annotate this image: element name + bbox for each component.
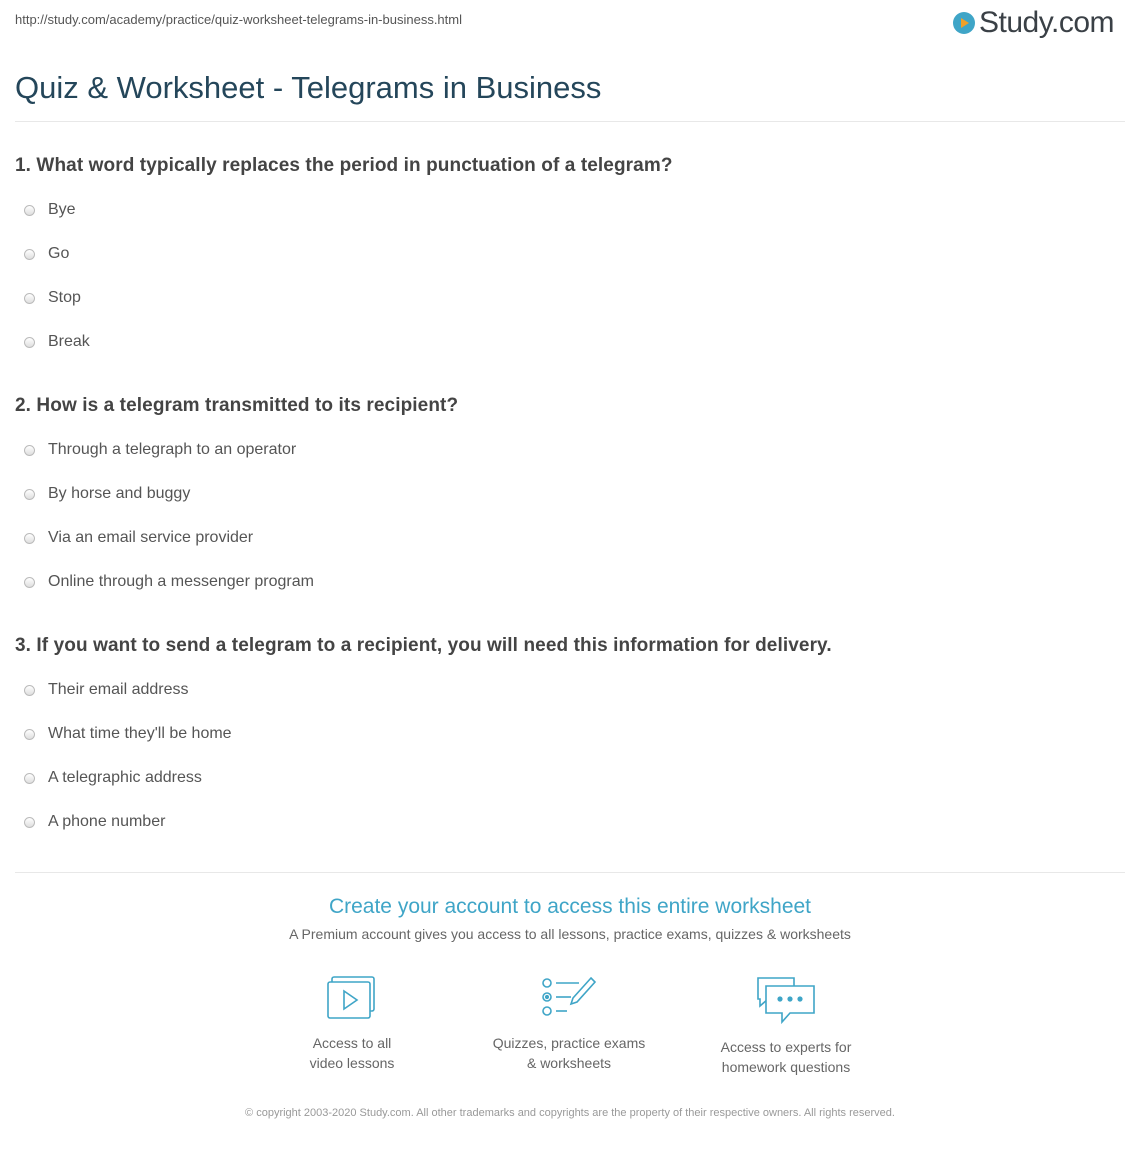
option-label: Online through a messenger program xyxy=(48,573,314,590)
question-text: 1. What word typically replaces the period in punctuation of a telegram? xyxy=(15,155,673,176)
radio-button[interactable] xyxy=(24,577,35,588)
answer-option[interactable] xyxy=(24,331,90,353)
answer-option[interactable] xyxy=(24,483,190,505)
question-text: 3. If you want to send a telegram to a recipient, you will need this information for delivery. xyxy=(15,635,832,656)
radio-button[interactable] xyxy=(24,773,35,784)
feature-quizzes xyxy=(469,975,669,1073)
answer-option[interactable] xyxy=(24,287,81,309)
radio-button[interactable] xyxy=(24,685,35,696)
option-label: Bye xyxy=(48,201,76,218)
answer-option[interactable] xyxy=(24,811,165,833)
question-2 xyxy=(15,395,1125,590)
option-label: Through a telegraph to an operator xyxy=(48,441,297,458)
create-account-link[interactable]: Create your account to access this entire worksheet xyxy=(328,895,812,918)
feature-video-lessons xyxy=(252,975,452,1073)
question-1 xyxy=(15,155,1125,350)
radio-button[interactable] xyxy=(24,205,35,216)
answer-option[interactable] xyxy=(24,439,296,461)
chat-experts-icon xyxy=(754,975,818,1025)
option-label: Go xyxy=(48,245,70,262)
radio-button[interactable] xyxy=(24,489,35,500)
study-logo[interactable] xyxy=(952,6,1114,40)
answer-option[interactable] xyxy=(24,679,189,701)
option-label: Via an email service provider xyxy=(48,529,254,546)
radio-button[interactable] xyxy=(24,337,35,348)
copyright-footer: © copyright 2003-2020 Study.com. All other trademarks and copyrights are the property of their respective owners. All rights reserved. xyxy=(245,1107,895,1119)
top-bar xyxy=(0,0,1140,50)
feature-label: Access to experts for homework questions xyxy=(720,1039,852,1075)
answer-option[interactable] xyxy=(24,527,253,549)
feature-label: Quizzes, practice exams & worksheets xyxy=(492,1035,646,1071)
video-lessons-icon xyxy=(326,975,378,1021)
option-label: A phone number xyxy=(48,813,166,830)
answer-option[interactable] xyxy=(24,243,69,265)
question-3 xyxy=(15,635,1125,830)
option-label: A telegraphic address xyxy=(48,769,202,786)
option-label: Stop xyxy=(48,289,81,306)
play-circle-icon xyxy=(952,11,976,35)
answer-option[interactable] xyxy=(24,571,314,593)
option-label: Their email address xyxy=(48,681,189,698)
radio-button[interactable] xyxy=(24,533,35,544)
option-label: What time they'll be home xyxy=(48,725,232,742)
option-label: By horse and buggy xyxy=(48,485,191,502)
answer-option[interactable] xyxy=(24,723,232,745)
quiz-checklist-icon xyxy=(541,975,597,1021)
radio-button[interactable] xyxy=(24,445,35,456)
radio-button[interactable] xyxy=(24,729,35,740)
title-divider xyxy=(15,121,1125,122)
radio-button[interactable] xyxy=(24,817,35,828)
feature-experts xyxy=(686,975,886,1077)
feature-label: Access to all video lessons xyxy=(309,1035,395,1071)
option-label: Break xyxy=(48,333,90,350)
answer-option[interactable] xyxy=(24,767,202,789)
radio-button[interactable] xyxy=(24,293,35,304)
answer-option[interactable] xyxy=(24,199,76,221)
page-title: Quiz & Worksheet - Telegrams in Business xyxy=(15,70,602,105)
cta-divider xyxy=(15,872,1125,873)
cta-subtitle: A Premium account gives you access to all lessons, practice exams, quizzes & worksheets xyxy=(289,926,851,942)
radio-button[interactable] xyxy=(24,249,35,260)
logo-text: Study.com xyxy=(979,6,1114,39)
page-url: http://study.com/academy/practice/quiz-worksheet-telegrams-in-business.html xyxy=(15,12,462,27)
question-text: 2. How is a telegram transmitted to its recipient? xyxy=(15,395,459,416)
